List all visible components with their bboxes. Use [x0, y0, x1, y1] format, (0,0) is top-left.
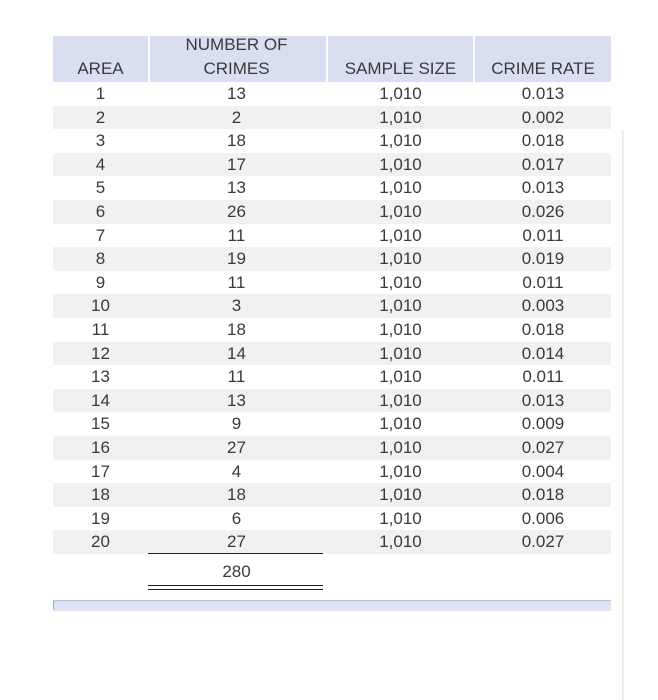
cell-crime-rate: 0.018 [521, 131, 565, 151]
cell-crimes: 3 [231, 296, 242, 316]
header-crimes [148, 36, 325, 82]
cell-crime-rate: 0.004 [521, 461, 565, 481]
cell-crime-rate: 0.006 [521, 508, 565, 528]
cell-crime-rate: 0.013 [521, 178, 565, 198]
cell-crimes: 27 [227, 532, 246, 552]
cell-area: 3 [95, 131, 106, 151]
cell-crime-rate: 0.027 [521, 532, 565, 552]
cell-crime-rate: 0.018 [521, 485, 565, 505]
cell-crimes: 11 [227, 367, 246, 387]
cell-sample-size: 1,010 [379, 178, 422, 198]
table-row [53, 365, 611, 389]
cell-crime-rate: 0.013 [521, 390, 565, 410]
cell-sample-size: 1,010 [379, 532, 422, 552]
cell-crimes: 13 [227, 390, 246, 410]
cell-area: 13 [91, 367, 110, 387]
total-crimes: 280 [222, 562, 251, 581]
cell-area: 14 [91, 390, 110, 410]
cell-sample-size: 1,010 [379, 131, 422, 151]
cell-area: 7 [95, 225, 106, 245]
cell-crime-rate: 0.026 [521, 201, 565, 221]
cell-crimes: 11 [227, 225, 246, 245]
table-row [53, 176, 611, 200]
cell-area: 4 [95, 154, 106, 174]
cell-crimes: 13 [227, 178, 246, 198]
cell-sample-size: 1,010 [379, 367, 422, 387]
cell-crime-rate: 0.017 [521, 154, 565, 174]
cell-area: 10 [91, 296, 110, 316]
cell-sample-size: 1,010 [379, 319, 422, 339]
table-row [53, 224, 611, 248]
table-row [53, 271, 611, 295]
table-body [53, 82, 611, 554]
table-row [53, 530, 611, 554]
cell-sample-size: 1,010 [379, 461, 422, 481]
cell-crimes: 26 [227, 201, 246, 221]
page-edge-shadow [622, 130, 624, 700]
cell-area: 8 [95, 249, 106, 269]
cell-crime-rate: 0.002 [521, 107, 565, 127]
cell-crime-rate: 0.011 [522, 225, 564, 245]
cell-area: 20 [91, 532, 110, 552]
cell-crime-rate: 0.011 [522, 367, 564, 387]
cell-crimes: 27 [227, 437, 246, 457]
table-row [53, 106, 611, 130]
cell-sample-size: 1,010 [379, 485, 422, 505]
header-rate-label: CRIME RATE [491, 59, 595, 78]
cell-crimes: 18 [227, 485, 246, 505]
header-area-label: AREA [77, 59, 124, 78]
table-row [53, 153, 611, 177]
table-row [53, 200, 611, 224]
cell-crimes: 4 [231, 461, 242, 481]
cell-sample-size: 1,010 [379, 225, 422, 245]
cell-sample-size: 1,010 [379, 343, 422, 363]
cell-area: 18 [91, 485, 110, 505]
sum-underline [148, 553, 323, 554]
cell-area: 12 [91, 343, 110, 363]
cell-sample-size: 1,010 [379, 414, 422, 434]
cell-sample-size: 1,010 [379, 437, 422, 457]
cell-crime-rate: 0.013 [521, 84, 565, 103]
cell-crimes: 14 [227, 343, 246, 363]
cell-area: 2 [95, 107, 106, 127]
header-sample-size [328, 36, 473, 82]
table-row [53, 460, 611, 484]
cell-crime-rate: 0.019 [521, 249, 565, 269]
total-double-underline [148, 585, 323, 590]
cell-crimes: 6 [231, 508, 242, 528]
table-row [53, 389, 611, 413]
crime-rate-table [53, 35, 611, 581]
table-row [53, 318, 611, 342]
table-row [53, 82, 611, 106]
footer-bar-tick [53, 601, 54, 609]
cell-area: 17 [91, 461, 110, 481]
table-row [53, 436, 611, 460]
header-area [53, 36, 148, 82]
cell-crimes: 9 [231, 414, 242, 434]
cell-area: 19 [91, 508, 110, 528]
table-row [53, 294, 611, 318]
cell-area: 1 [95, 84, 106, 103]
cell-crime-rate: 0.014 [521, 343, 565, 363]
cell-crimes: 13 [227, 84, 246, 103]
cell-area: 5 [95, 178, 106, 198]
cell-area: 15 [91, 414, 110, 434]
cell-crimes: 18 [227, 131, 246, 151]
cell-sample-size: 1,010 [379, 272, 422, 292]
cell-crimes: 11 [227, 272, 246, 292]
header-crimes-line1: NUMBER OF [185, 35, 288, 54]
cell-sample-size: 1,010 [379, 201, 422, 221]
table-row [53, 129, 611, 153]
cell-area: 16 [91, 437, 110, 457]
cell-sample-size: 1,010 [379, 154, 422, 174]
cell-area: 6 [95, 201, 106, 221]
table-row [53, 342, 611, 366]
cell-crime-rate: 0.003 [521, 296, 565, 316]
header-crimes-line2: CRIMES [203, 59, 270, 78]
table-row [53, 507, 611, 531]
cell-crimes: 17 [227, 154, 246, 174]
cell-sample-size: 1,010 [379, 249, 422, 269]
cell-sample-size: 1,010 [379, 84, 422, 103]
table-row [53, 412, 611, 436]
cell-crime-rate: 0.027 [521, 437, 565, 457]
cell-sample-size: 1,010 [379, 107, 422, 127]
table-row [53, 247, 611, 271]
cell-crimes: 2 [231, 107, 242, 127]
cell-sample-size: 1,010 [379, 508, 422, 528]
header-sample-label: SAMPLE SIZE [344, 59, 457, 78]
cell-crime-rate: 0.018 [521, 319, 565, 339]
cell-area: 9 [95, 272, 106, 292]
cell-area: 11 [91, 319, 110, 339]
header-crime-rate [475, 36, 611, 82]
cell-sample-size: 1,010 [379, 296, 422, 316]
table-row [53, 483, 611, 507]
cell-crimes: 18 [227, 319, 246, 339]
table-header [53, 36, 611, 82]
cell-crimes: 19 [227, 249, 246, 269]
cell-sample-size: 1,010 [379, 390, 422, 410]
table-footer-bar [53, 600, 611, 611]
cell-crime-rate: 0.009 [521, 414, 565, 434]
cell-crime-rate: 0.011 [522, 272, 564, 292]
